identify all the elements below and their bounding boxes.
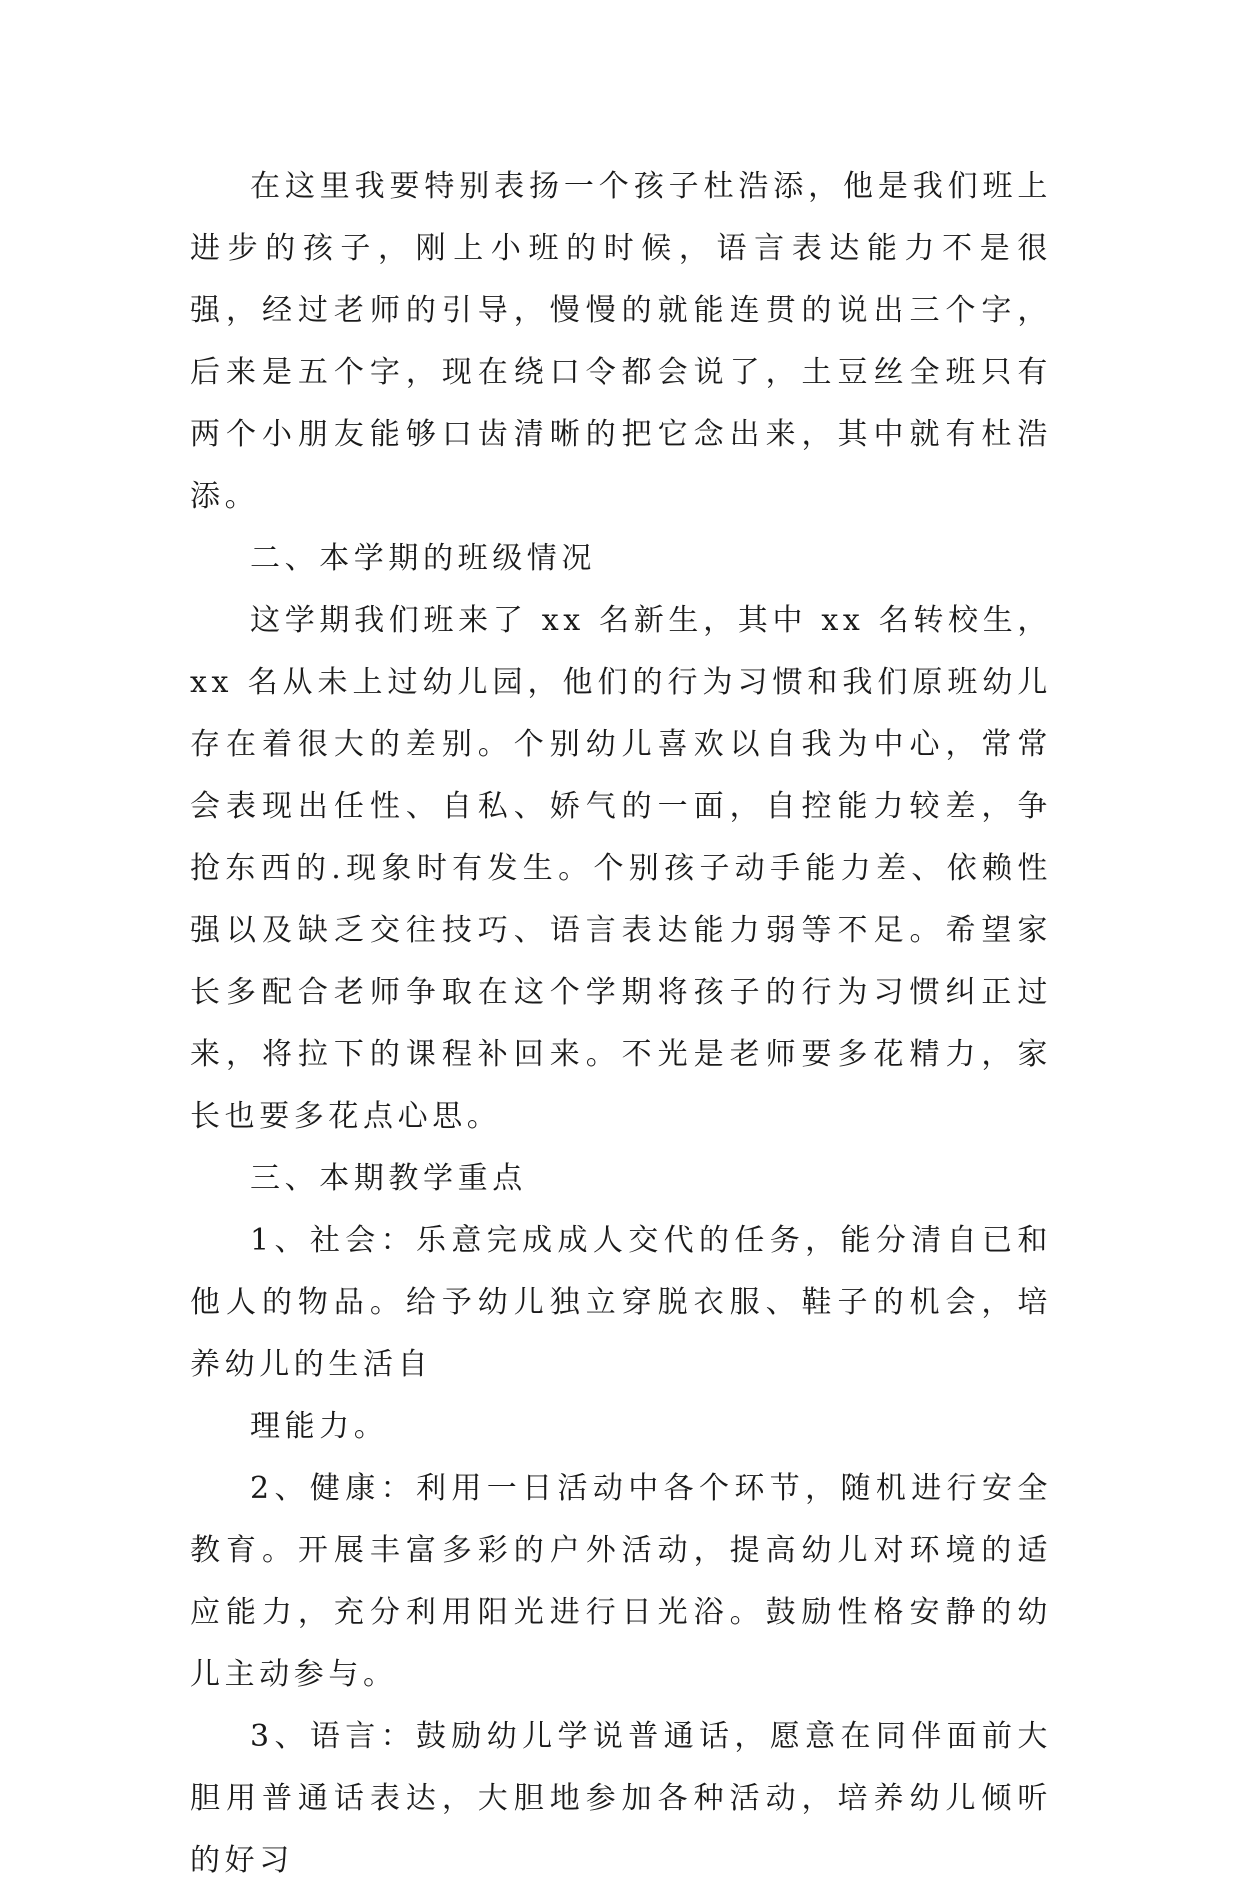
paragraph-focus-social-continued: 理能力。 (250, 1409, 389, 1444)
paragraph-praise-student: 在这里我要特别表扬一个孩子杜浩添，他是我们班上进步的孩子，刚上小班的时候，语言表达能力不是很强，经过老师的引导，慢慢的就能连贯的说出三个字，后来是五个字，现在绕口令都会说了，土豆丝全班只有两个小朋友能够口齿清晰的把它念出来，其中就有杜浩添。 (190, 169, 1052, 514)
document-body (190, 156, 1052, 1892)
section-heading-class-situation: 二、本学期的班级情况 (250, 541, 596, 576)
paragraph-focus-health: 2、健康：利用一日活动中各个环节，随机进行安全教育。开展丰富多彩的户外活动，提高幼儿对环境的适应能力，充分利用阳光进行日光浴。鼓励性格安静的幼儿主动参与。 (190, 1471, 1052, 1692)
paragraph-focus-language: 3、语言：鼓励幼儿学说普通话，愿意在同伴面前大胆用普通话表达，大胆地参加各种活动，培养幼儿倾听的好习 (190, 1719, 1052, 1878)
paragraph-class-situation: 这学期我们班来了 xx 名新生，其中 xx 名转校生，xx 名从未上过幼儿园，他们的行为习惯和我们原班幼儿存在着很大的差别。个别幼儿喜欢以自我为中心，常常会表现出任性、自私、娇气的一面，自控能力较差，争抢东西的.现象时有发生。个别孩子动手能力差、依赖性强以及缺乏交往技巧、语言表达能力弱等不足。希望家长多配合老师争取在这个学期将孩子的行为习惯纠正过来，将拉下的课程补回来。不光是老师要多花精力，家长也要多花点心思。 (190, 603, 1052, 1134)
paragraph-focus-social: 1、社会：乐意完成成人交代的任务，能分清自已和他人的物品。给予幼儿独立穿脱衣服、鞋子的机会，培养幼儿的生活自 (190, 1223, 1052, 1382)
section-heading-teaching-focus: 三、本期教学重点 (250, 1161, 527, 1196)
